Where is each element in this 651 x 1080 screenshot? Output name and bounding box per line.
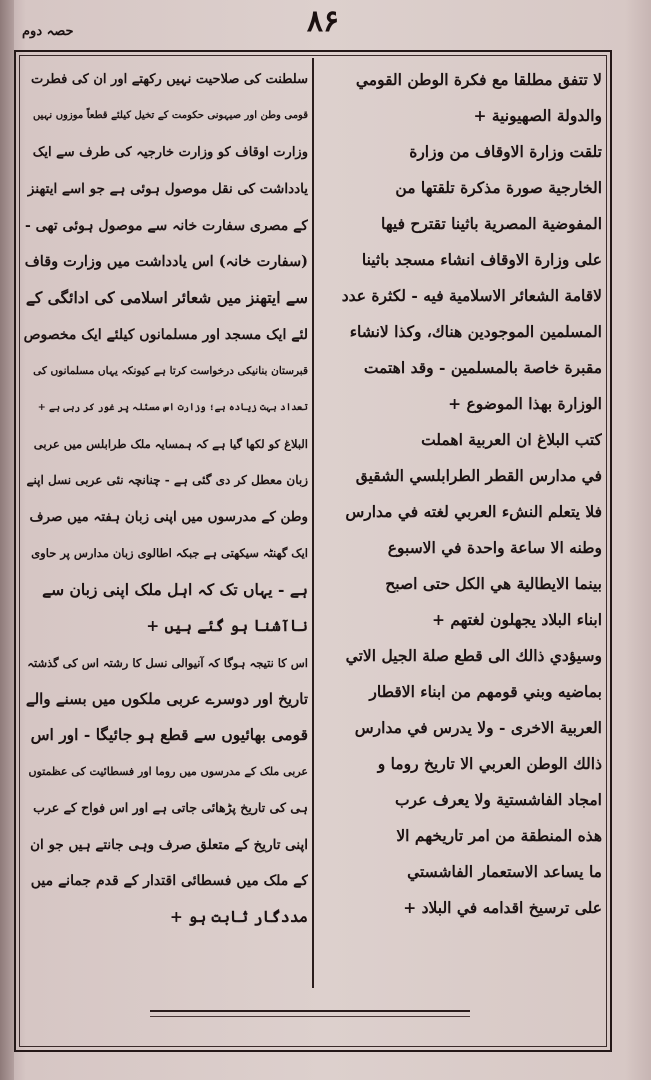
part-label: حصہ دوم [22,24,74,39]
arabic-line: بماضيه وبني قومهم من ابناء الاقطار [369,682,602,701]
urdu-line: تعداد بہت زیادہ ہے؛ وزارت اس مسئلہ پر غور کر رہی ہے + [37,401,308,413]
urdu-line: ناآشنا ہو گئے ہیں + [146,616,308,636]
urdu-line: البلاغ کو لکھا گیا ہے کہ ہمسایہ ملک طرابلس میں عربی [33,437,308,452]
arabic-line: امجاد الفاشستية ولا يعرف عرب [394,790,602,809]
arabic-line: مقبرة خاصة بالمسلمين - وقد اهتمت [363,358,602,377]
urdu-line: سے ایتھنز میں شعائر اسلامی کی ادائگی کے [25,288,308,308]
arabic-line: وطنه الا ساعة واحدة في الاسبوع [387,538,602,557]
urdu-line: اس کا نتیجہ ہوگا کہ آنیوالی نسل کا رشتہ اس کی گذشتہ [27,655,308,670]
arabic-line: لاقامة الشعائر الاسلامية فيه - لكثرة عدد [341,286,602,305]
arabic-line: هذه المنطقة من امر تاريخهم الا [396,826,602,845]
urdu-line: اپنی تاریخ کے متعلق صرف وہی جانتے ہیں جو ان [30,836,308,853]
urdu-line: وطن کے مدرسوں میں اپنی زبان ہفتہ میں صرف [29,508,308,525]
arabic-line: لا تتفق مطلقا مع فكرة الوطن القومي [355,70,602,89]
arabic-line: المفوضية المصرية باثينا تقترح فيها [381,214,602,233]
urdu-column [24,62,308,982]
urdu-line: سلطنت کی صلاحیت نہیں رکھتے اور ان کی فطرت [31,72,308,87]
footer-rule [150,1010,470,1012]
urdu-line: (سفارت خانہ) اس یادداشت میں وزارت وقاف [24,253,308,271]
urdu-line: یادداشت کی نقل موصول ہوئی ہے جو اسے ایتھنز [27,181,308,198]
arabic-line: الوزارة بهذا الموضوع + [448,394,602,413]
arabic-line: كتب البلاغ ان العربية اهملت [421,430,602,449]
arabic-line: المسلمين الموجودين هناك، وكذا لانشاء [349,322,602,341]
arabic-line: في مدارس القطر الطرابلسي الشقيق [355,466,602,485]
urdu-line: ہی کی تاریخ پڑھائی جاتی ہے اور اس فواح کے عرب [33,800,308,816]
arabic-line: الخارجية صورة مذكرة تلقتها من [395,178,602,197]
urdu-line: قبرستان بنانیکی درخواست کرتا ہے کیونکہ یہاں مسلمانوں کی [33,365,308,378]
arabic-line: تلقت وزارة الاوقاف من وزارة [409,142,602,161]
urdu-line: زبان معطل کر دی گئی ہے - چنانچہ نئی عربی نسل اپنے [26,473,308,488]
urdu-line: کے مصری سفارت خانہ سے موصول ہوئی تھی - [24,217,308,234]
urdu-line: وزارت اوقاف کو وزارت خارجیہ کی طرف سے ایک [32,144,308,160]
urdu-line: کے ملک میں فسطائی اقتدار کے قدم جمانے میں [30,872,308,889]
arabic-line: وسيؤدي ذالك الى قطع صلة الجيل الاتي [345,646,602,665]
arabic-line: ذالك الوطن العربي الا تاريخ روما و [377,754,602,773]
arabic-line: على وزارة الاوقاف انشاء مسجد باثينا [361,250,602,269]
page-number: ۸۶ [306,4,340,39]
urdu-line: تاریخ اور دوسرے عربی ملکوں میں بسنے والے [25,689,308,708]
urdu-line: مددگار ثابت ہو + [169,907,308,927]
urdu-line: لئے ایک مسجد اور مسلمانوں کیلئے ایک مخصوص [24,326,308,343]
arabic-line: بينما الايطالية هي الكل حتى اصبح [385,574,602,593]
arabic-line: ما يساعد الاستعمار الفاشستي [407,862,602,881]
arabic-line: العربية الاخرى - ولا يدرس في مدارس [354,718,602,737]
arabic-column [318,62,602,982]
book-spine [0,0,14,1080]
urdu-line: ہے - یہاں تک کہ اہل ملک اپنی زبان سے [42,579,308,599]
urdu-line: قومی وطن اور صیہونی حکومت کے تخیل کیلئے قطعاً موزوں نہیں [32,110,308,122]
arabic-line: فلا يتعلم النشء العربي لغته في مدارس [345,502,602,521]
arabic-line: والدولة الصهيونية + [473,106,602,125]
urdu-line: قومی بھائیوں سے قطع ہو جائیگا - اور اس [30,725,308,745]
urdu-line: ایک گھنٹہ سیکھتی ہے جبکہ اطالوی زبان مدارس پر حاوی [31,546,308,561]
footer-rule-thin [150,1016,470,1017]
urdu-line: عربی ملک کے مدرسوں میں روما اور فسطائیت کی عظمتوں [28,764,308,778]
arabic-line: على ترسيخ اقدامه في البلاد + [403,898,602,917]
arabic-line: ابناء البلاد يجهلون لغتهم + [431,610,602,629]
column-divider [312,58,314,988]
